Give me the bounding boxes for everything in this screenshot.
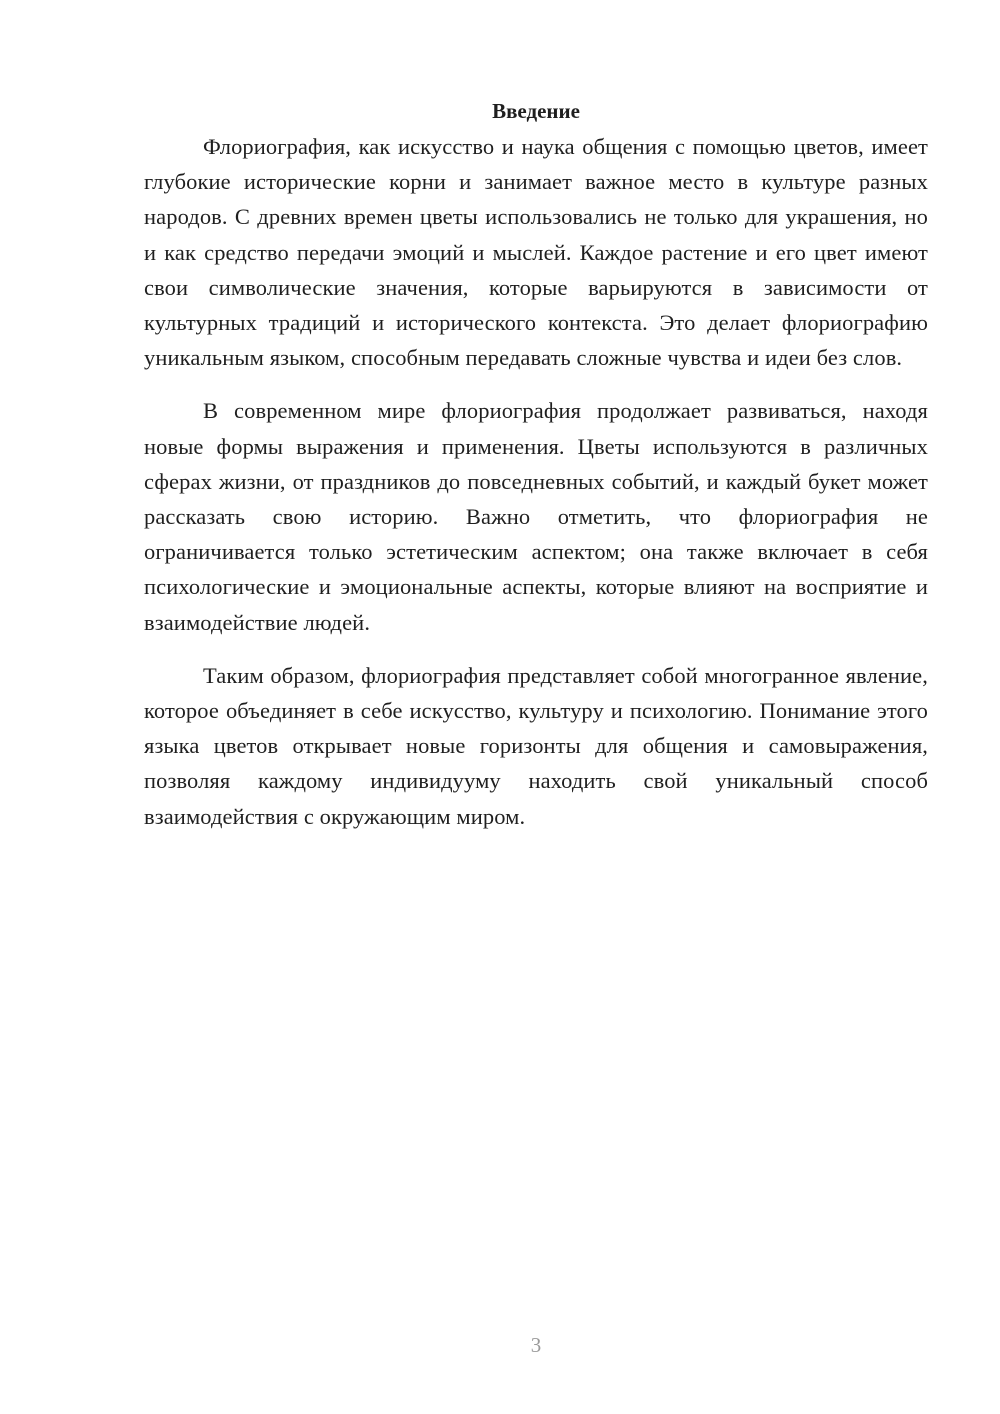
section-heading: Введение — [492, 99, 580, 123]
paragraph-3: Таким образом, флориография представляет собой многогранное явление, которое объединяет в себе искусство, культуру и психологию. Понимание этого языка цветов открывает новые горизонты для общения и самовыражения, позволяя каждому индивидууму находить свой уникальный способ взаимодействия с окружающим миром. — [144, 662, 928, 829]
paragraph-2: В современном мире флориография продолжает развиваться, находя новые формы выражения и применения. Цветы используются в различных сферах жизни, от праздников до повседневных событий, и каждый букет может рассказать свою историю. Важно отметить, что флориография не ограничивается только эстетическим аспектом; она также включает в себя психологические и эмоциональные аспекты, которые влияют на восприятие и взаимодействие людей. — [144, 398, 928, 635]
page-content — [144, 94, 928, 852]
page-number: 3 — [530, 1333, 542, 1357]
paragraph-1: Флориография, как искусство и наука общения с помощью цветов, имеет глубокие исторические корни и занимает важное место в культуре разных народов. С древних времен цветы использовались не только для украшения, но и как средство передачи эмоций и мыслей. Каждое растение и его цвет имеют свои символические значения, которые варьируются в зависимости от культурных традиций и исторического контекста. Это делает флориографию уникальным языком, способным передавать сложные чувства и идеи без слов. — [144, 134, 928, 371]
